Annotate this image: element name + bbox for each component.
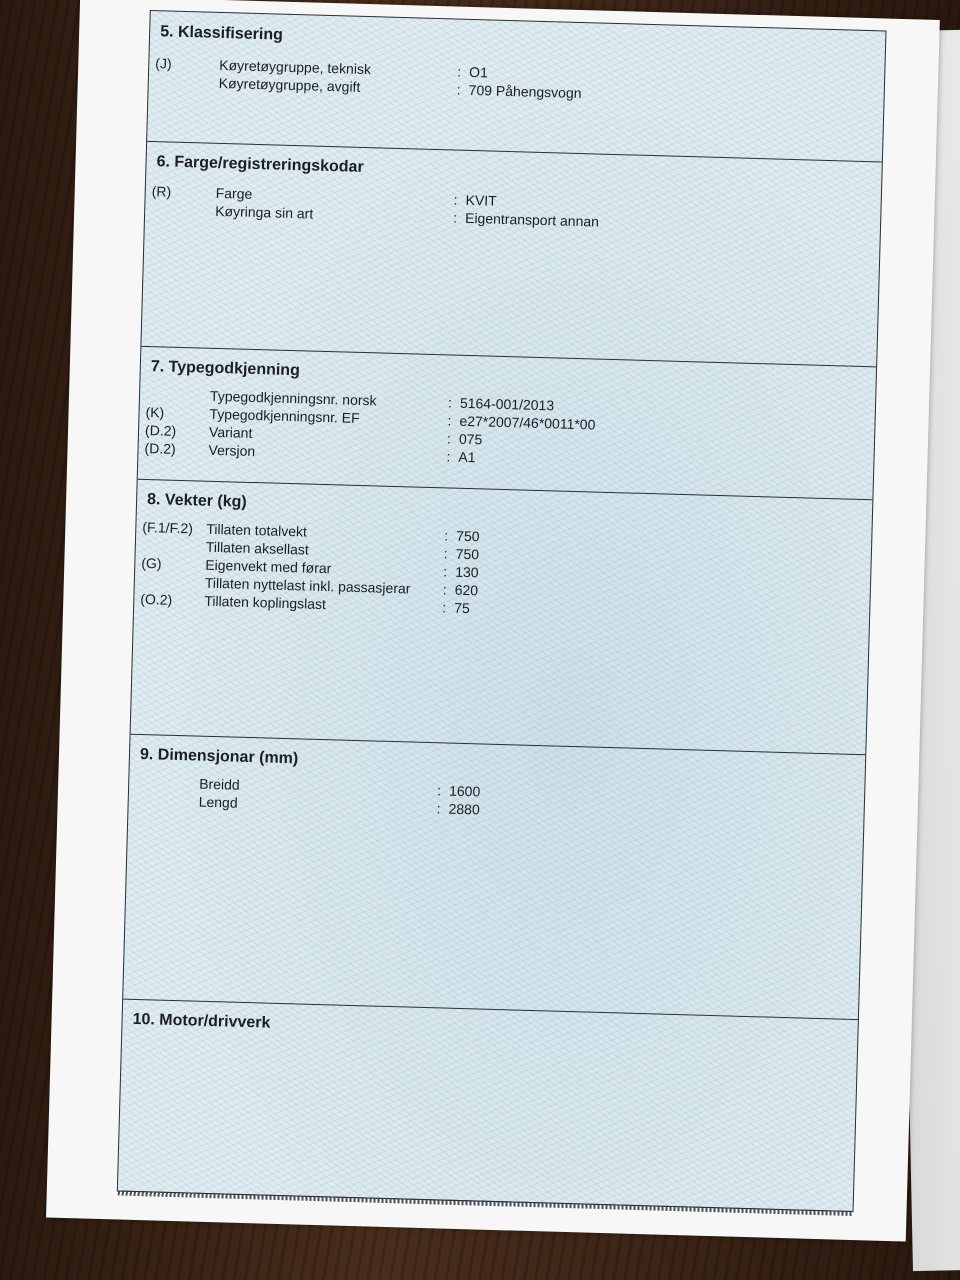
section-title: 8. Vekter (kg) [146, 491, 247, 511]
section-vekter [131, 479, 873, 755]
field-label: Eigenvekt med førar [205, 556, 332, 577]
field-row: (K) Typegodkjenningsnr. EF : e27*2007/46*0011*00 [145, 403, 596, 433]
field-code: (R) [151, 183, 172, 200]
field-value: 075 [458, 430, 483, 448]
field-row: (G) Eigenvekt med førar : 130 [141, 554, 479, 581]
field-value: 750 [455, 545, 480, 563]
field-row: (O.2) Tillaten koplingslast : 75 [140, 590, 471, 617]
field-row: Køyringa sin art : Eigentransport annan [214, 202, 600, 230]
section-dimensjonar [123, 734, 865, 1020]
field-row: (D.2) Variant : 075 [144, 421, 483, 448]
field-label: Tillaten totalvekt [206, 520, 308, 540]
field-label: Typegodkjenningsnr. norsk [209, 387, 377, 409]
field-row: (F.1/F.2) Tillaten totalvekt : 750 [142, 518, 480, 545]
field-value: 75 [454, 599, 471, 617]
field-value: 1600 [448, 782, 481, 800]
document-panel [117, 10, 887, 1212]
field-code: (K) [145, 403, 165, 421]
section-title: 6. Farge/registreringskodar [156, 153, 364, 176]
field-value: 130 [455, 563, 479, 581]
field-row: Køyretøygruppe, avgift : 709 Påhengsvogn [218, 74, 582, 102]
field-label: Tillaten aksellast [205, 538, 310, 558]
field-value: e27*2007/46*0011*00 [459, 412, 596, 433]
field-label: Køyringa sin art [214, 202, 314, 222]
field-value: KVIT [465, 191, 497, 209]
section-motor-drivverk [118, 999, 858, 1212]
section-title: 10. Motor/drivverk [132, 1010, 271, 1032]
field-row: Breidd : 1600 [198, 775, 481, 800]
field-code: (D.2) [144, 439, 176, 457]
section-farge-registreringskodar [141, 141, 881, 367]
registration-document-page [46, 0, 940, 1242]
field-value: A1 [458, 448, 476, 466]
field-label: Typegodkjenningsnr. EF [209, 405, 360, 426]
field-label: Variant [208, 423, 253, 441]
field-code: (F.1/F.2) [142, 518, 194, 537]
field-row: (J) Køyretøygruppe, teknisk : O1 [155, 55, 489, 81]
field-label: Tillaten nyttelast inkl. passasjerar [204, 574, 411, 597]
field-label: Versjon [208, 441, 256, 460]
field-row: (R) Farge : KVIT [151, 183, 497, 209]
field-value: Eigentransport annan [464, 209, 600, 230]
field-row: Tillaten aksellast : 750 [205, 538, 480, 563]
field-label: Breidd [198, 775, 240, 793]
field-code: (G) [141, 554, 162, 572]
field-label: Tillaten koplingslast [204, 592, 327, 613]
field-value: 5164-001/2013 [459, 394, 555, 414]
section-title: 5. Klassifisering [159, 23, 284, 44]
field-value: O1 [468, 63, 489, 81]
field-code: (O.2) [140, 590, 173, 608]
section-title: 7. Typegodkjenning [150, 358, 301, 380]
field-label: Lengd [198, 793, 238, 811]
field-label: Farge [215, 184, 253, 202]
field-value: 709 Påhengsvogn [468, 81, 582, 102]
section-klassifisering [147, 11, 885, 162]
field-label: Køyretøygruppe, teknisk [219, 56, 372, 78]
field-code: (D.2) [144, 421, 177, 439]
section-title: 9. Dimensjonar (mm) [139, 745, 299, 768]
section-typegodkjenning [138, 346, 876, 500]
field-row: Tillaten nyttelast inkl. passasjerar : 620 [204, 574, 479, 599]
field-row: (D.2) Versjon : A1 [144, 439, 476, 466]
field-value: 2880 [448, 800, 480, 818]
field-value: 620 [454, 581, 479, 599]
field-row: Lengd : 2880 [198, 793, 480, 818]
field-label: Køyretøygruppe, avgift [218, 74, 361, 95]
field-code: (J) [155, 55, 172, 72]
field-row: Typegodkjenningsnr. norsk : 5164-001/2013 [209, 387, 555, 414]
field-value: 750 [456, 527, 480, 545]
